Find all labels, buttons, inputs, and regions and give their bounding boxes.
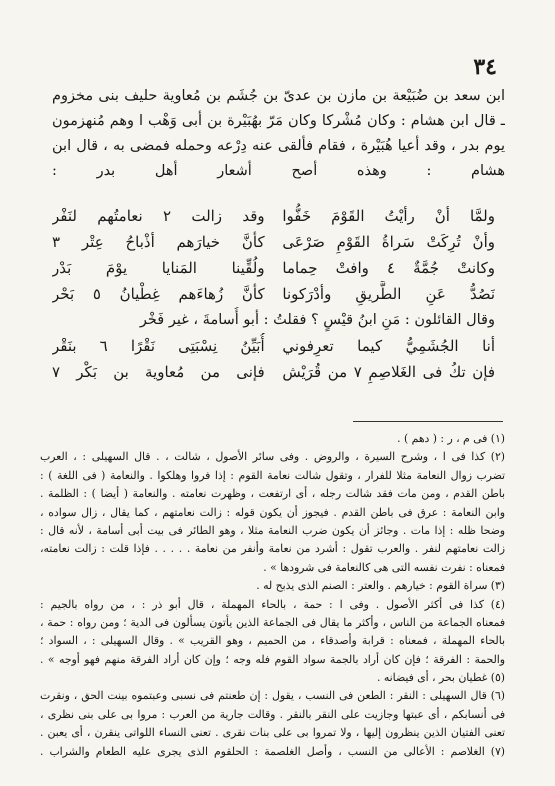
footnote-line: فى أنسابكم ، أى عبتها وجازيت على النقر بالنقر . وقالت جارية من العرب : مروا بى على بنى نظرى ، — [40, 707, 505, 721]
footnote-line: (٧) الغلاصم : الأعالى من النسب ، وأصل الغلصمة : الحلقوم الذى يجرى عليه الطعام والشراب . — [40, 744, 505, 758]
body-line: ابن سعد بن ضُبَيْعة بن مازن بن عدىّ بن جُشَم بن مُعاوية حليف بنى مخزوم — [52, 88, 505, 104]
footnote-line: زالت نعامتهم لنفر . والعرب تقول : أشرد من نعامة وأنفر من نعامة . . . . . فإذا قلت : زالت نعامته، — [40, 542, 505, 556]
verse — [52, 255, 495, 281]
verse-second-hemistich: كأنَّ زُهاءَهم غِطْيانُ ٥ بَحْر — [52, 285, 265, 303]
prose-line: وقال القائلون : مَنِ ابنُ قيْسٍ ؟ فقلتُ : أبو أُسامةَ ، غير فَخْر — [139, 312, 495, 328]
verse-first-hemistich: ولمَّا أنْ رأيْتُ القَوْمَ خَفُّوا — [282, 207, 495, 225]
footnote-line: (٤) كذا فى أكثر الأصول . وفى ا : حمة ، بالحاء المهملة ، قال أبو ذر : ، من رواه بالجيم : — [40, 597, 505, 611]
footnote-line: تعنى الفتيان الذين ينظرون إليها ، ولا تمروا بى على بنات نقرى . تعنى النساء اللواتى ينقرن ، أى يعبن . — [40, 726, 505, 740]
footnote-line: والحمة : الفرقة ؛ فإن كان أراد بالجمة سواد القوم فله وجه ؛ وإن كان أراد الفرقة منهم فهو أوجه » . — [40, 652, 505, 666]
verse-second-hemistich: كأنَّ خيارَهم أذْباحُ عِتْر ٣ — [52, 233, 265, 251]
body-line: هشام : وهذه أصح أشعار أهل بدر : — [52, 163, 505, 179]
verse-second-hemistich: ولُقِّينا المَنايا يوْمَ بَدْر — [52, 259, 265, 277]
footnote-line: فمعناه الجماعة من الناس ، وأكثر ما يقال فى الجماعة الذين يأتون يسألون فى الدية ؛ ومن رواه : حمة ، — [40, 615, 505, 629]
verse-first-hemistich: وأنْ تُرِكَتْ سَراةُ القَوْمِ صَرْعَى — [282, 233, 495, 251]
footnote-line: تضرب زوال النعامة مثلا للفرار ، وتقول شالت نعامة القوم : إذا فروا وهلكوا . والنعامة ( فى اللغة ) : — [40, 468, 505, 482]
footnote-line: (٦) قال السهيلى : النقر : الطعن فى النسب ، يقول : إن طعنتم فى نسبى وعبتموه بينت الحق ، ونقرت — [40, 689, 505, 703]
footnote-line: (٢) كذا فى ا ، وشرح السيرة ، والروض . وفى سائر الأصول ، شالت ، . قال السهيلى : ، العرب — [40, 450, 505, 464]
footnote-line: (٥) غطيان بحر ، أى فيضانه . — [377, 671, 505, 685]
verse — [52, 333, 495, 359]
footnote-line: فمعناه : نفرت نفسه التى هى كالنعامة فى شرودها » . — [263, 560, 505, 574]
footnotes — [40, 430, 505, 761]
poem — [52, 203, 495, 385]
verse-first-hemistich: وكانتْ جُمَّةٌ ٤ وافتْ حِماما — [282, 259, 495, 277]
footnote-line: وضحا ظله : إذا مات . وجائز أن يكون ضرب النعامة مثلا ، وهو الطائر فى بيت أبى أسامة ، لأنه قال : — [40, 523, 505, 537]
verse — [52, 203, 495, 229]
footnote-line: باطن القدم ، ومن مات فقد شالت رجله ، أى ارتفعت ، وظهرت نعامته . والنعامة ( أيضا ) : الظلمة . — [40, 487, 505, 501]
page-number: ٣٤ — [473, 54, 497, 80]
verse — [52, 359, 495, 385]
verse-second-hemistich: وقد زالت ٢ نعامتُهم لنَفْر — [52, 207, 265, 225]
verse — [52, 281, 495, 307]
footnote-line: بالحاء المهملة ، فمعناه : قرابة وأصدقاء ، من الحميم ، وهو القريب » . وقال السهيلى : ، السواد ؛ — [40, 634, 505, 648]
footnote-line: (١) فى م ، ر : ( دهم ) . — [397, 432, 505, 445]
verse-first-hemistich: فإن تكُ فى الغَلاصِمِ ٧ من قُرَيْش — [282, 363, 495, 381]
verse-second-hemistich: أُبَيِّنُ نِسْبَتِى نَقْرًا ٦ بنَقْر — [52, 337, 265, 355]
verse — [52, 229, 495, 255]
verse-first-hemistich: نَصُدُّ عَنِ الطَّريقِ وأدْرَكونا — [282, 285, 495, 303]
body-line: ـ قال ابن هشام : وكان مُشْركا وكان مَرّ بهُبَيْرة بن أبى وَهْب ا وهم مُنهزمون — [52, 113, 505, 129]
footnote-line: وابن النعامة : عرق فى باطن القدم . فيجوز أن يكون قوله : زالت نعامتهم ، كما يقال ، زال سواده ، — [40, 505, 505, 519]
body-line: يوم بدر ، وقد أعيا هُبَيْرة ، فقام فألقى عنه دِرْعه وحمله فمضى به ، قال ابن — [52, 138, 505, 154]
footnote-divider — [353, 421, 503, 422]
verse-first-hemistich: أنا الجُشَمِيُّ كيما تعرِفوني — [282, 337, 495, 355]
footnote-line: (٣) سراة القوم : خيارهم . والعتر : الصنم الذى يذبح له . — [256, 579, 505, 593]
body-text — [52, 84, 505, 184]
verse-second-hemistich: فإنى من مُعاوية بن بَكْر ٧ — [52, 363, 265, 381]
